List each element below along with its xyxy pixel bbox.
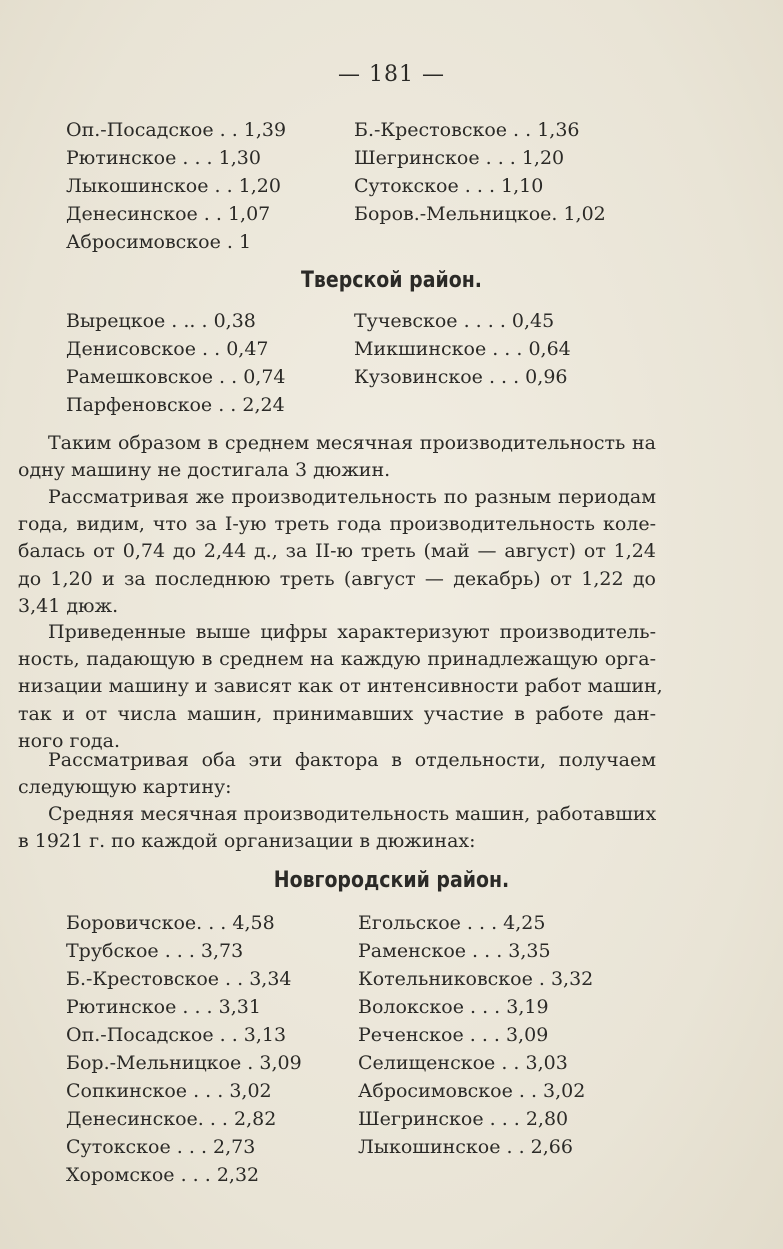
region-table-novgorod xyxy=(66,910,658,1189)
table-cell: Волокское . . . 3,19 xyxy=(358,996,549,1018)
table-cell: Вырецкое . .. . 0,38 xyxy=(66,310,256,332)
table-cell: Шегринское . . . 1,20 xyxy=(354,147,565,169)
table-cell: Котельниковское . 3,32 xyxy=(358,968,594,990)
text-line: так и от числа машин, принимавших участие в работе дан- xyxy=(18,702,656,725)
table-cell: Боров.-Мельницкое. 1,02 xyxy=(354,203,606,225)
table-cell: Хоромское . . . 2,32 xyxy=(66,1164,260,1186)
table-cell: Парфеновское . . 2,24 xyxy=(66,394,285,416)
text-line: в 1921 г. по каждой организации в дюжинах: xyxy=(18,830,476,853)
table-cell: Рамешковское . . 0,74 xyxy=(66,366,286,388)
table-cell: Кузовинское . . . 0,96 xyxy=(354,366,568,388)
region-table-tver xyxy=(66,308,654,419)
table-cell: Сутокское . . . 2,73 xyxy=(66,1136,256,1158)
text-line: Рассматривая же производительность по разным периодам xyxy=(48,486,656,508)
text-line: Приведенные выше цифры характеризуют производитель- xyxy=(48,621,656,643)
table-cell: Боровичское. . . 4,58 xyxy=(66,912,275,934)
table-cell xyxy=(358,1162,658,1189)
text-line: года, видим, что за I-ую треть года производительность коле- xyxy=(18,513,656,536)
text-line: низации машину и зависят как от интенсивности работ машин, xyxy=(18,675,663,698)
table-cell: Тучевское . . . . 0,45 xyxy=(354,310,555,332)
table-cell: Трубское . . . 3,73 xyxy=(66,940,244,962)
table-cell: Денесинское . . 1,07 xyxy=(66,203,271,225)
table-cell: Абросимовское . 1 xyxy=(66,231,252,253)
table-cell: Денисовское . . 0,47 xyxy=(66,338,269,360)
table-cell: Сутокское . . . 1,10 xyxy=(354,175,544,197)
text-line: ность, падающую в среднем на каждую принадлежащую орга- xyxy=(18,648,656,671)
text-line: Рассматривая оба эти фактора в отдельности, получаем xyxy=(48,749,656,771)
paragraph-4 xyxy=(18,747,656,801)
table-cell xyxy=(354,229,654,256)
region-table-1 xyxy=(66,117,654,256)
paragraph-3 xyxy=(18,619,663,755)
table-cell: Сопкинское . . . 3,02 xyxy=(66,1080,272,1102)
text-line: балась от 0,74 до 2,44 д., за II-ю треть (май — август) от 1,24 xyxy=(18,540,656,563)
table-cell xyxy=(354,392,654,419)
table-cell: Лыкошинское . . 1,20 xyxy=(66,175,281,197)
table-cell: Бор.-Мельницкое . 3,09 xyxy=(66,1052,302,1074)
paragraph-2 xyxy=(18,484,656,620)
table-cell: Оп.-Посадское . . 1,39 xyxy=(66,119,287,141)
table-cell: Оп.-Посадское . . 3,13 xyxy=(66,1024,287,1046)
table-cell: Абросимовское . . 3,02 xyxy=(358,1080,586,1102)
table-cell: Денесинское. . . 2,82 xyxy=(66,1108,277,1130)
table-cell: Лыкошинское . . 2,66 xyxy=(358,1136,573,1158)
text-line: 3,41 дюж. xyxy=(18,594,119,617)
table-cell: Б.-Крестовское . . 3,34 xyxy=(66,968,292,990)
text-line: до 1,20 и за последнюю треть (август — декабрь) от 1,22 до xyxy=(18,567,656,590)
table-cell: Шегринское . . . 2,80 xyxy=(358,1108,569,1130)
text-line: одну машину не достигала 3 дюжин. xyxy=(18,459,391,482)
table-cell: Рютинское . . . 3,31 xyxy=(66,996,261,1018)
paragraph-1 xyxy=(18,430,656,484)
text-line: следующую картину: xyxy=(18,776,232,799)
text-line: ного года. xyxy=(18,729,120,752)
text-line: Таким образом в среднем месячная производительность на xyxy=(48,432,656,454)
table-cell: Реченское . . . 3,09 xyxy=(358,1024,549,1046)
paragraph-5 xyxy=(18,801,656,855)
section-heading-novgorod: Новгородский район. xyxy=(273,868,510,893)
text-line: Средняя месячная производительность машин, работавших xyxy=(48,803,657,825)
table-cell: Егольское . . . 4,25 xyxy=(358,912,546,934)
table-cell: Микшинское . . . 0,64 xyxy=(354,338,571,360)
section-heading-tver: Тверской район. xyxy=(300,268,482,293)
table-cell: Селищенское . . 3,03 xyxy=(358,1052,568,1074)
table-cell: Б.-Крестовское . . 1,36 xyxy=(354,119,580,141)
table-cell: Рютинское . . . 1,30 xyxy=(66,147,261,169)
table-cell: Раменское . . . 3,35 xyxy=(358,940,551,962)
page-number: — 181 — xyxy=(338,62,445,87)
